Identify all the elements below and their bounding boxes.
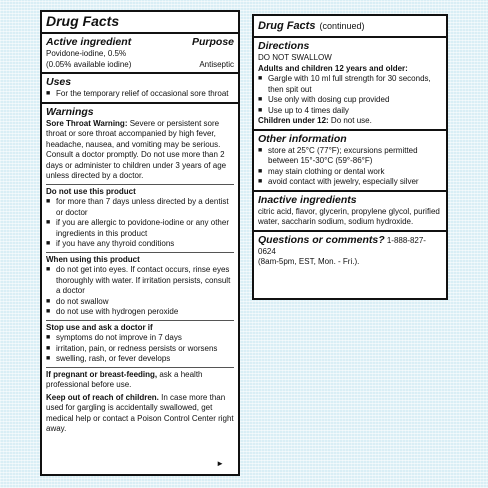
other-info-item: avoid contact with jewelry, especially silver xyxy=(268,177,419,186)
children-label: Children under 12: xyxy=(258,116,329,125)
purpose-heading: Purpose xyxy=(191,36,234,48)
divider xyxy=(46,252,234,253)
stop-use-heading: Stop use and ask a doctor if xyxy=(46,322,153,332)
bullet-icon: ■ xyxy=(258,106,263,114)
divider xyxy=(46,184,234,185)
list-item xyxy=(46,344,234,355)
bullet-icon: ■ xyxy=(46,297,51,305)
bullet-icon: ■ xyxy=(46,355,51,362)
divider xyxy=(46,367,234,368)
uses-heading: Uses xyxy=(46,76,72,88)
list-item xyxy=(46,265,234,297)
pregnancy-warning xyxy=(46,370,234,391)
bullet-icon: ■ xyxy=(258,96,263,103)
other-info-item: store at 25°C (77°F); excursions permitted between 15°-30°C (59°-86°F) xyxy=(268,145,418,165)
drug-facts-panel-right xyxy=(252,14,448,300)
children-text: Do not use. xyxy=(328,116,372,125)
ingredient-line-2: (0.05% available iodine) xyxy=(46,59,132,69)
bullet-icon: ■ xyxy=(46,90,51,97)
when-using-item: do not get into eyes. If contact occurs, rinse eyes thoroughly with water. If irritation persists, consult a doctor xyxy=(56,265,231,295)
when-using-heading: When using this product xyxy=(46,254,140,264)
do-not-use-item: for more than 7 days unless directed by a dentist or doctor xyxy=(56,197,229,217)
questions-line xyxy=(258,234,442,258)
sore-throat-label: Sore Throat Warning: xyxy=(46,118,128,128)
bullet-icon: ■ xyxy=(46,219,51,226)
list-item xyxy=(258,146,442,167)
keep-out-label: Keep out of reach of children. xyxy=(46,392,159,402)
list-item xyxy=(46,89,234,100)
list-item xyxy=(258,74,442,95)
children-directions xyxy=(258,116,442,127)
bullet-icon: ■ xyxy=(258,146,263,154)
sore-throat-warning xyxy=(46,119,234,182)
questions-heading: Questions or comments? xyxy=(258,233,385,246)
list-item xyxy=(46,218,234,239)
directions-item: Gargle with 10 ml full strength for 30 seconds, then spit out xyxy=(268,74,431,94)
bullet-icon: ■ xyxy=(46,266,51,273)
keep-out-warning xyxy=(46,393,234,435)
bullet-icon: ■ xyxy=(46,240,51,247)
list-item xyxy=(258,167,442,178)
phone-number: 1-888-827-0624 xyxy=(258,235,426,256)
do-not-use-item: if you have any thyroid conditions xyxy=(56,239,175,248)
warnings-heading: Warnings xyxy=(46,105,94,118)
list-item xyxy=(46,333,234,344)
directions-item: Use only with dosing cup provided xyxy=(268,95,390,104)
do-not-use-heading: Do not use this product xyxy=(46,186,136,196)
do-not-swallow: DO NOT SWALLOW xyxy=(258,53,332,62)
bullet-icon: ■ xyxy=(258,167,263,175)
drug-facts-title: Drug Facts xyxy=(258,20,316,32)
inactive-ingredients-heading: Inactive ingredients xyxy=(258,193,357,206)
hours-text: (8am-5pm, EST, Mon. - Fri.). xyxy=(258,257,360,266)
divider xyxy=(254,190,446,192)
bullet-icon: ■ xyxy=(46,308,51,315)
when-using-item: do not use with hydrogen peroxide xyxy=(56,307,179,316)
bullet-icon: ■ xyxy=(46,198,51,205)
adults-label: Adults and children 12 years and older: xyxy=(258,63,408,73)
drug-facts-continued-title xyxy=(258,16,442,34)
when-using-item: do not swallow xyxy=(56,296,109,306)
stop-use-item: symptoms do not improve in 7 days xyxy=(56,333,182,342)
purpose-value: Antiseptic xyxy=(199,59,234,69)
do-not-use-item: if you are allergic to povidone-iodine or any other ingredients in this product xyxy=(56,218,229,238)
inactive-ingredients-text: citric acid, flavor, glycerin, propylene glycol, purified water, saccharin sodium, sodium hydroxide. xyxy=(258,206,440,226)
list-item xyxy=(46,354,234,365)
list-item xyxy=(258,106,442,117)
continued-label: (continued) xyxy=(319,21,365,31)
list-item xyxy=(46,239,234,250)
list-item xyxy=(46,297,234,308)
stop-use-item: irritation, pain, or redness persists or worsens xyxy=(56,343,218,353)
drug-facts-title: Drug Facts xyxy=(46,13,120,29)
list-item xyxy=(258,95,442,106)
continue-arrow-icon: ► xyxy=(216,459,224,468)
bullet-icon: ■ xyxy=(258,178,263,185)
active-ingredient-header xyxy=(46,34,234,49)
bullet-icon: ■ xyxy=(46,344,51,352)
ingredient-line-1: Povidone-iodine, 0.5% xyxy=(46,49,127,58)
drug-facts-panel-left xyxy=(40,10,240,476)
divider xyxy=(42,102,238,104)
directions-heading: Directions xyxy=(258,40,310,52)
pregnant-label: If pregnant or breast-feeding, xyxy=(46,369,158,379)
active-ingredient-heading: Active ingredient xyxy=(46,36,132,48)
divider xyxy=(254,230,446,232)
divider xyxy=(42,72,238,74)
other-info-item: may stain clothing or dental work xyxy=(268,166,385,176)
divider xyxy=(254,36,446,38)
list-item xyxy=(46,307,234,318)
keep-out-text: In case more than used for gargling is accidentally swallowed, get medical help or contact a Poison Control Center right away. xyxy=(46,392,234,433)
stop-use-item: swelling, rash, or fever develops xyxy=(56,354,171,363)
bullet-icon: ■ xyxy=(46,334,51,341)
uses-item: For the temporary relief of occasional sore throat xyxy=(56,89,229,98)
divider xyxy=(254,129,446,131)
pregnant-text: ask a health professional before use. xyxy=(46,369,203,389)
list-item xyxy=(258,177,442,188)
list-item xyxy=(46,197,234,218)
divider xyxy=(46,320,234,321)
sore-throat-text: Severe or persistent sore throat or sore throat accompanied by high fever, headache, nausea, and vomiting may be serious. Consult a doctor promptly. Do not use more than 2 days or administer to children under 3 years of age unless directed by a doctor. xyxy=(46,118,227,180)
ingredient-row xyxy=(46,60,234,71)
bullet-icon: ■ xyxy=(258,75,263,82)
directions-item: Use up to 4 times daily xyxy=(268,105,349,115)
other-information-heading: Other information xyxy=(258,132,347,145)
